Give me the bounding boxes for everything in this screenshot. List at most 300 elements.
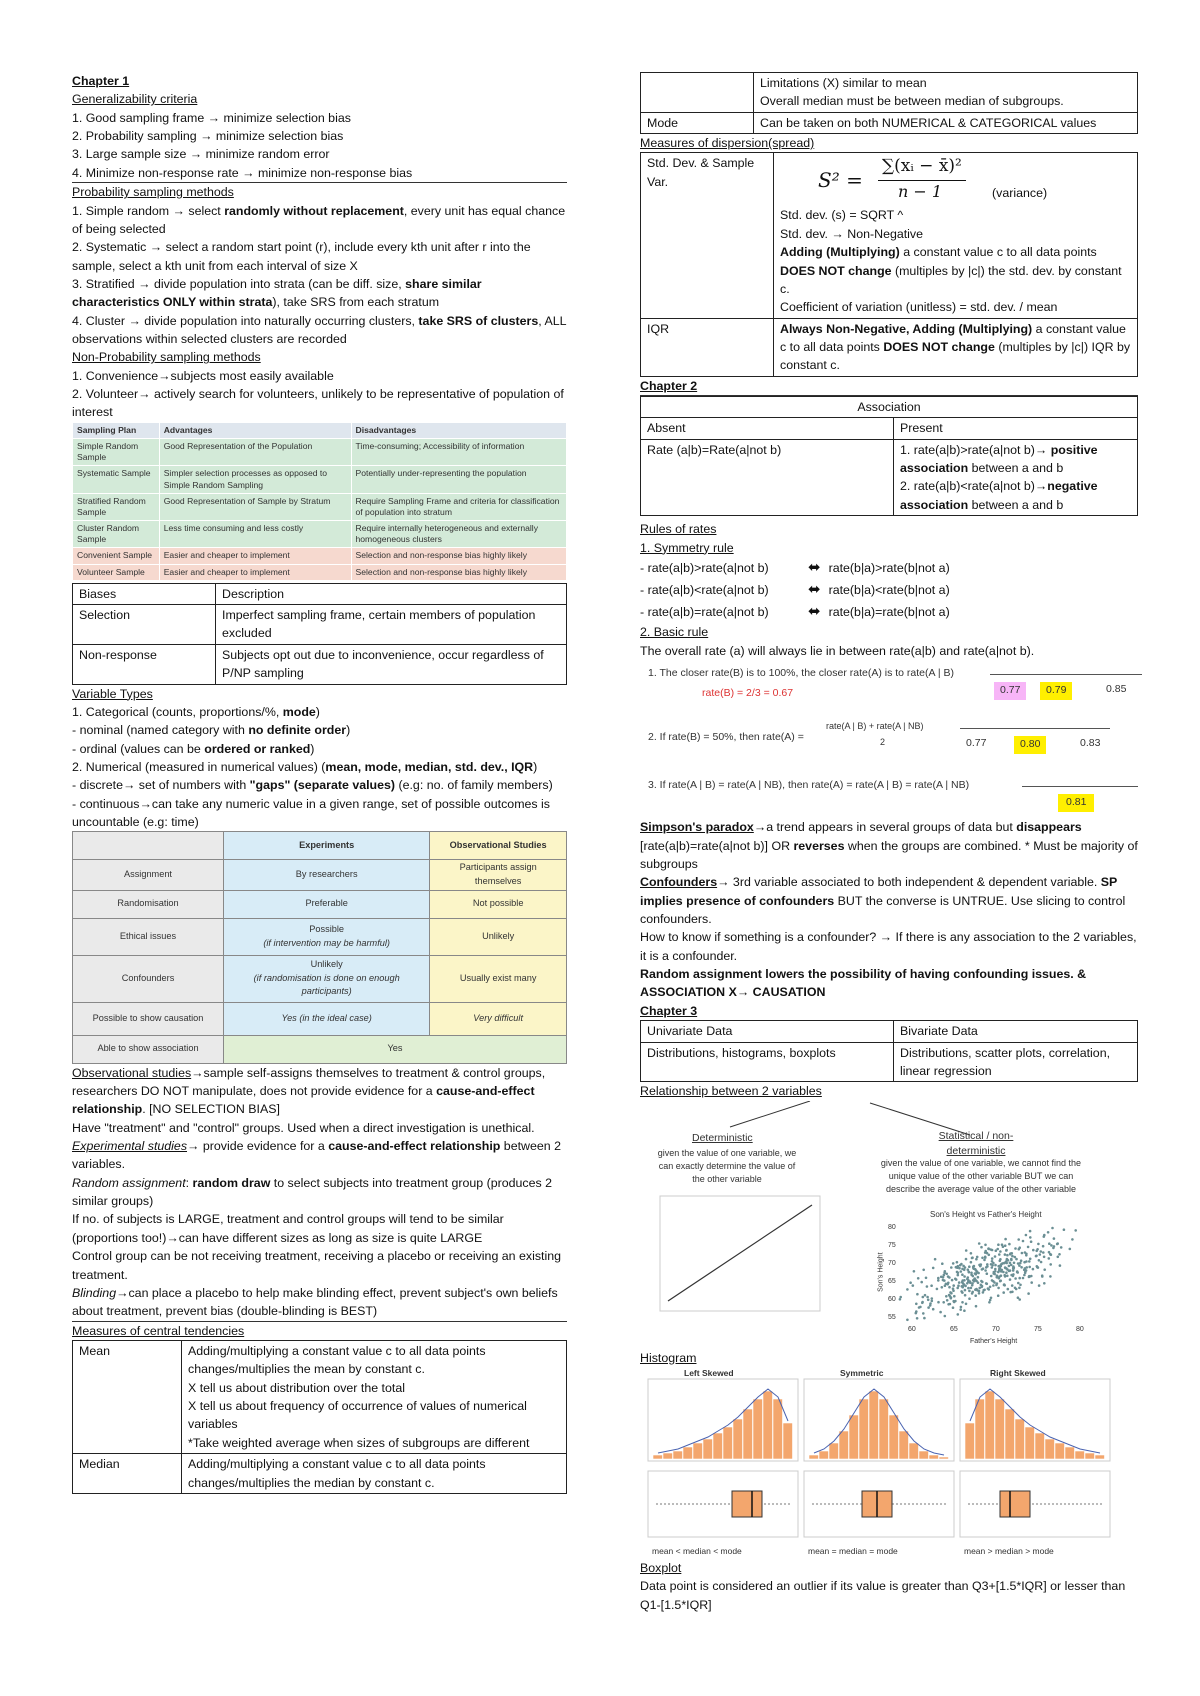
scatter-point xyxy=(981,1268,984,1271)
header-cell: Present xyxy=(894,418,1138,439)
boxplot-outlier-rule: Data point is considered an outlier if its value is greater than Q3+[1.5*IQR] or lesser than Q1-[1.5*IQR] xyxy=(640,1579,1126,1612)
cell: Confounders xyxy=(73,955,224,1002)
scatter-point xyxy=(984,1256,987,1259)
hist-bar xyxy=(1085,1453,1095,1459)
variance-formula xyxy=(780,154,1131,206)
scatter-point xyxy=(1017,1262,1020,1265)
scatter-point xyxy=(1029,1229,1032,1232)
scatter-point xyxy=(1049,1263,1052,1266)
scatter-point xyxy=(1042,1244,1045,1247)
scatter-point xyxy=(920,1280,923,1283)
formula-denominator: n − 1 xyxy=(898,182,943,202)
deterministic-desc: given the value of one variable, we can exactly determine the value of the other variable xyxy=(657,1147,797,1185)
scatter-xtick: 65 xyxy=(950,1325,958,1333)
cell: Can be taken on both NUMERICAL & CATEGORICAL values xyxy=(754,112,1138,133)
scatter-point xyxy=(1027,1245,1030,1248)
double-arrow-icon: ⬌ xyxy=(808,581,821,599)
cell: Preferable xyxy=(224,890,430,918)
scatter-point xyxy=(963,1275,966,1278)
scatter-point xyxy=(991,1260,994,1263)
scatter-point xyxy=(1000,1262,1003,1265)
scatter-point xyxy=(989,1285,992,1288)
prob-item-2: 2. Systematic → select a random start point (r), include every kth unit after r into the sample, select a kth unit from each interval of size X xyxy=(72,240,531,273)
scatter-point xyxy=(1036,1248,1039,1251)
scatter-point xyxy=(1009,1269,1012,1272)
scatter-point xyxy=(1037,1242,1040,1245)
mean-line-4: *Take weighted average when sizes of subgroups are different xyxy=(188,1435,530,1450)
scatter-point xyxy=(1013,1261,1016,1264)
scatter-point xyxy=(915,1311,918,1314)
scatter-xtick: 75 xyxy=(1034,1325,1042,1333)
rules-of-rates-title: Rules of rates xyxy=(640,522,717,537)
fig3-val: 0.81 xyxy=(1058,794,1094,812)
table-row xyxy=(73,466,567,493)
cell: Volunteer Sample xyxy=(73,564,160,580)
header-cell: Experiments xyxy=(224,832,430,860)
scatter-point xyxy=(1018,1246,1021,1249)
scatter-point xyxy=(1022,1276,1025,1279)
scatter-point xyxy=(1001,1243,1004,1246)
hist-bar xyxy=(909,1443,919,1459)
hist-bar xyxy=(703,1439,713,1459)
scatter-point xyxy=(1017,1238,1020,1241)
scatter-point xyxy=(923,1316,926,1319)
cell: Good Representation of the Population xyxy=(159,439,351,466)
table-row xyxy=(641,1042,1138,1082)
table-row xyxy=(641,439,1138,515)
scatter-point xyxy=(1012,1274,1015,1277)
header-cell xyxy=(73,832,224,860)
histogram-title: Histogram xyxy=(640,1350,697,1365)
cell: Participants assign themselves xyxy=(430,860,567,890)
scatter-point xyxy=(1058,1253,1061,1256)
scatter-point xyxy=(965,1257,968,1260)
hist-bar xyxy=(819,1451,829,1459)
scatter-point xyxy=(975,1257,978,1260)
hist-bar xyxy=(1025,1427,1035,1459)
scatter-ytick: 80 xyxy=(888,1223,896,1231)
scatter-point xyxy=(954,1277,957,1280)
hist-bar xyxy=(683,1447,693,1459)
scatter-point xyxy=(1011,1284,1014,1287)
cell: Stratified Random Sample xyxy=(73,493,160,520)
scatter-point xyxy=(906,1288,909,1291)
table-row xyxy=(641,153,1138,318)
fig2-val: 0.83 xyxy=(1080,737,1101,750)
mean-line-3: X tell us about frequency of occurrence of values of numerical variables xyxy=(188,1399,527,1432)
header-cell: Bivariate Data xyxy=(894,1021,1138,1042)
double-arrow-icon: ⬌ xyxy=(808,558,821,576)
scatter-point xyxy=(970,1252,973,1255)
scatter-point xyxy=(992,1284,995,1287)
cell: Distributions, scatter plots, correlation, linear regression xyxy=(894,1042,1138,1082)
scatter-point xyxy=(924,1293,927,1296)
scatter-point xyxy=(1014,1247,1017,1250)
scatter-point xyxy=(956,1270,959,1273)
hist-bar xyxy=(1055,1443,1065,1459)
cell: Less time consuming and less costly xyxy=(159,521,351,548)
scatter-point xyxy=(925,1276,928,1279)
table-row xyxy=(73,493,567,520)
scatter-point xyxy=(1003,1283,1006,1286)
fig2-val: 0.80 xyxy=(1014,736,1046,754)
scatter-point xyxy=(1006,1253,1009,1256)
table-row xyxy=(73,918,567,955)
table-row xyxy=(73,1341,567,1454)
table-row xyxy=(73,583,567,604)
basic-rule-text: The overall rate (a) will always lie in between rate(a|b) and rate(a|not b). xyxy=(640,643,1035,658)
fig2-text: 2. If rate(B) = 50%, then rate(A) = xyxy=(648,731,804,744)
table-row xyxy=(641,318,1138,376)
cell: Selection and non-response bias highly likely xyxy=(351,564,567,580)
cell: Median xyxy=(73,1454,182,1494)
cell: Easier and cheaper to implement xyxy=(159,564,351,580)
cell: Selection xyxy=(73,605,216,645)
formula-note: (variance) xyxy=(992,186,1048,201)
scatter-point xyxy=(971,1284,974,1287)
scatter-point xyxy=(1038,1259,1041,1262)
hist-bar xyxy=(849,1415,859,1459)
header-cell: Absent xyxy=(641,418,894,439)
scatter-point xyxy=(992,1272,995,1275)
cell: Adding/multiplying a constant value c to all data points changes/multiplies the median by constant c. xyxy=(182,1454,567,1494)
hist-bar xyxy=(1015,1419,1025,1459)
scatter-point xyxy=(1042,1251,1045,1254)
scatter-point xyxy=(984,1243,987,1246)
scatter-point xyxy=(1008,1242,1011,1245)
table-row xyxy=(73,521,567,548)
cell: Mode xyxy=(641,112,754,133)
header-cell: Disadvantages xyxy=(351,422,567,438)
hist-bar xyxy=(713,1433,723,1459)
fig1-val: 0.79 xyxy=(1040,682,1072,700)
scatter-point xyxy=(1048,1242,1051,1245)
scatter-point xyxy=(942,1278,945,1281)
cell xyxy=(182,1341,567,1454)
scatter-point xyxy=(1004,1237,1007,1240)
biases-table xyxy=(72,583,567,685)
median-mode-table xyxy=(640,72,1138,134)
scatter-point xyxy=(1028,1260,1031,1263)
scatter-point xyxy=(991,1248,994,1251)
scatter-point xyxy=(931,1299,934,1302)
histogram-bars xyxy=(648,1379,1110,1537)
scatter-point xyxy=(1011,1254,1014,1257)
cell: Systematic Sample xyxy=(73,466,160,493)
scatter-point xyxy=(988,1301,991,1304)
scatter-point xyxy=(1009,1261,1012,1264)
scatter-point xyxy=(912,1284,915,1287)
fig2-fraction-num: rate(A | B) + rate(A | NB) xyxy=(826,721,924,732)
scatter-xlabel: Father's Height xyxy=(970,1337,1018,1345)
fig3-text: 3. If rate(A | B) = rate(A | NB), then rate(A) = rate(A | B) = rate(A | NB) xyxy=(648,779,970,792)
scatter-point xyxy=(968,1270,971,1273)
scatter-point xyxy=(965,1302,968,1305)
hist-bar xyxy=(1065,1447,1075,1459)
var-item-2: - nominal (named category with no definite order) xyxy=(72,723,351,738)
gen-item-4: 4. Minimize non-response rate → minimize non-response bias xyxy=(72,164,567,183)
scatter-ylabel: Son's Height xyxy=(877,1252,885,1292)
hist-bar xyxy=(723,1427,733,1459)
scatter-point xyxy=(1028,1275,1031,1278)
scatter-point xyxy=(974,1272,977,1275)
sampling-table-header xyxy=(73,422,567,438)
gen-item-2: 2. Probability sampling → minimize selection bias xyxy=(72,129,344,144)
cell: Very difficult xyxy=(430,1002,567,1035)
fig2-val: 0.77 xyxy=(966,737,987,750)
scatter-point xyxy=(1006,1274,1009,1277)
table-row xyxy=(641,418,1138,439)
scatter-point xyxy=(952,1299,955,1302)
cell: Cluster Random Sample xyxy=(73,521,160,548)
scatter-point xyxy=(1057,1255,1060,1258)
cell: Able to show association xyxy=(73,1035,224,1063)
experimental-studies: Experimental studies→ provide evidence for a cause-and-effect relationship between 2 variables. xyxy=(72,1139,561,1172)
confounder-question: How to know if something is a confounder? → If there is any association to the 2 variables, it is a confounder. xyxy=(640,930,1137,963)
scatter-point xyxy=(1071,1238,1074,1241)
relationship-figure xyxy=(640,1101,1138,1349)
scatter-point xyxy=(1052,1246,1055,1249)
scatter-point xyxy=(944,1314,947,1317)
cell xyxy=(641,73,754,113)
scatter-point xyxy=(962,1282,965,1285)
control-group-note: Control group can be not receiving treatment, receiving a placebo or receiving an existing treatment. xyxy=(72,1249,562,1282)
statistical-desc: given the value of one variable, we cannot find the unique value of the other variable BUT we can describe the average value of the other variable xyxy=(880,1157,1082,1195)
scatter-point xyxy=(956,1260,959,1263)
scatter-point xyxy=(1023,1273,1026,1276)
confounders: Confounders→ 3rd variable associated to both independent & dependent variable. SP implies presence of confounders BUT the converse is UNTRUE. Use slicing to control confounders. xyxy=(640,875,1126,926)
scatter-point xyxy=(979,1264,982,1267)
scatter-point xyxy=(952,1262,955,1265)
scatter-point xyxy=(1051,1226,1054,1229)
scatter-point xyxy=(1017,1296,1020,1299)
scatter-point xyxy=(1039,1253,1042,1256)
hist-bar xyxy=(1095,1455,1105,1459)
std-line-2: Std. dev. → Non-Negative xyxy=(780,226,924,241)
cell: Easier and cheaper to implement xyxy=(159,548,351,564)
scatter-point xyxy=(1005,1271,1008,1274)
std-line-4: Coefficient of variation (unitless) = std. dev. / mean xyxy=(780,300,1058,315)
large-subjects-note: If no. of subjects is LARGE, treatment and control groups will tend to be similar (proportions too!)→can have different sizes as long as size is quite LARGE xyxy=(72,1212,504,1245)
hist-label: Symmetric xyxy=(840,1367,884,1378)
scatter-point xyxy=(1010,1258,1013,1261)
scatter-point xyxy=(1020,1266,1023,1269)
scatter-point xyxy=(975,1304,978,1307)
association-table xyxy=(640,396,1138,516)
header-cell: Biases xyxy=(73,583,216,604)
scatter-point xyxy=(978,1242,981,1245)
scatter-point xyxy=(961,1273,964,1276)
scatter-point xyxy=(952,1306,955,1309)
cell-text: Unlikely xyxy=(310,959,343,970)
dispersion-table xyxy=(640,152,1138,376)
right-column xyxy=(640,72,1138,1614)
scatter-ytick: 65 xyxy=(888,1277,896,1285)
scatter-point xyxy=(946,1299,949,1302)
scatter-point xyxy=(1030,1240,1033,1243)
symmetry-row: - rate(a|b)<rate(a|not b) ⬌ rate(b|a)<rate(b|not a) xyxy=(640,581,950,599)
scatter-point xyxy=(963,1279,966,1282)
hist-bar xyxy=(693,1443,703,1459)
scatter-point xyxy=(977,1275,980,1278)
scatter-point xyxy=(957,1273,960,1276)
scatter-point xyxy=(972,1266,975,1269)
chapter-2-title: Chapter 2 xyxy=(640,377,1138,396)
table-row xyxy=(73,605,567,645)
scatter-point xyxy=(1005,1249,1008,1252)
variable-types-title: Variable Types xyxy=(72,686,153,701)
scatter-point xyxy=(978,1292,981,1295)
scatter-ytick: 55 xyxy=(888,1313,896,1321)
scatter-title: Son's Height vs Father's Height xyxy=(930,1209,1042,1219)
random-assignment-note: Random assignment lowers the possibility of having confounding issues. & ASSOCIATION X→ CAUSATION xyxy=(640,967,1087,1000)
cell: Convenient Sample xyxy=(73,548,160,564)
scatter-point xyxy=(985,1282,988,1285)
sampling-plan-table xyxy=(72,422,567,581)
scatter-point xyxy=(1043,1235,1046,1238)
cell: Distributions, histograms, boxplots xyxy=(641,1042,894,1082)
table-row xyxy=(641,112,1138,133)
scatter-point xyxy=(939,1310,942,1313)
nonprob-item-1: 1. Convenience→subjects most easily available xyxy=(72,368,334,383)
scatter-point xyxy=(960,1262,963,1265)
mean-line-2: X tell us about distribution over the total xyxy=(188,1380,405,1395)
scatter-point xyxy=(937,1276,940,1279)
scatter-point xyxy=(949,1302,952,1305)
scatter-point xyxy=(982,1291,985,1294)
median-line: Limitations (X) similar to mean xyxy=(760,76,927,90)
scatter-point xyxy=(1053,1237,1056,1240)
scatter-point xyxy=(980,1245,983,1248)
nonprob-title: Non-Probability sampling methods xyxy=(72,350,261,365)
boxplot-box xyxy=(1000,1491,1030,1517)
table-row xyxy=(73,955,567,1002)
cell: Require internally heterogeneous and externally homogeneous clusters xyxy=(351,521,567,548)
scatter-point xyxy=(1047,1231,1050,1234)
scatter-point xyxy=(1025,1233,1028,1236)
scatter-point xyxy=(937,1300,940,1303)
scatter-point xyxy=(917,1277,920,1280)
histogram-svg xyxy=(640,1367,1138,1559)
scatter-point xyxy=(1016,1270,1019,1273)
cell: Assignment xyxy=(73,860,224,890)
symmetry-row: - rate(a|b)=rate(a|not b) ⬌ rate(b|a)=rate(b|not a) xyxy=(640,603,950,621)
hist-bar xyxy=(939,1457,949,1459)
hist-bar xyxy=(995,1399,1005,1459)
hist-label: Right Skewed xyxy=(990,1367,1046,1378)
scatter-point xyxy=(957,1313,960,1316)
scatter-point xyxy=(926,1295,929,1298)
hist-bar xyxy=(859,1399,869,1459)
scatter-point xyxy=(991,1266,994,1269)
scatter-point xyxy=(918,1306,921,1309)
scatter-point xyxy=(970,1271,973,1274)
scatter-point xyxy=(974,1278,977,1281)
scatter-point xyxy=(1029,1236,1032,1239)
scatter-point xyxy=(949,1294,952,1297)
hist-bar xyxy=(975,1399,985,1459)
scatter-point xyxy=(1063,1228,1066,1231)
symmetry-row: - rate(a|b)>rate(a|not b) ⬌ rate(b|a)>rate(b|not a) xyxy=(640,558,950,576)
scatter-point xyxy=(1020,1259,1023,1262)
simpsons-paradox: Simpson's paradox→a trend appears in several groups of data but disappears [rate(a|b)=rate(a|not b)] OR reverses when the groups are combined. * Must be majority of subgroups xyxy=(640,820,1138,871)
scatter-point xyxy=(942,1276,945,1279)
scatter-point xyxy=(1021,1251,1024,1254)
scatter-ytick: 60 xyxy=(888,1295,896,1303)
hist-bar xyxy=(663,1453,673,1459)
cell: Potentially under-representing the population xyxy=(351,466,567,493)
experiment-vs-observational-table xyxy=(72,831,567,1063)
scatter-point xyxy=(916,1292,919,1295)
std-line-1: Std. dev. (s) = SQRT ^ xyxy=(780,208,904,223)
hist-bar xyxy=(985,1391,995,1459)
scatter-point xyxy=(927,1298,930,1301)
scatter-point xyxy=(1040,1260,1043,1263)
scatter-point xyxy=(997,1286,1000,1289)
cell: IQR xyxy=(641,318,774,376)
table-row xyxy=(73,439,567,466)
basic-rule-title: 2. Basic rule xyxy=(640,625,709,640)
rate-figures xyxy=(640,660,1138,818)
fig1-val: 0.85 xyxy=(1106,683,1127,696)
scatter-point xyxy=(998,1269,1001,1272)
cell: Not possible xyxy=(430,890,567,918)
scatter-point xyxy=(1014,1286,1017,1289)
scatter-point xyxy=(1025,1254,1028,1257)
cell: Rate (a|b)=Rate(a|not b) xyxy=(641,439,894,515)
scatter-point xyxy=(990,1263,993,1266)
median-line: Overall median must be between median of subgroups. xyxy=(760,94,1064,109)
scatter-point xyxy=(971,1256,974,1259)
scatter-point xyxy=(1009,1290,1012,1293)
cell: Usually exist many xyxy=(430,955,567,1002)
scatter-point xyxy=(964,1293,967,1296)
scatter-point xyxy=(978,1286,981,1289)
hist-bar xyxy=(783,1423,793,1459)
scatter-point xyxy=(967,1268,970,1271)
symmetry-rule-title: 1. Symmetry rule xyxy=(640,540,734,555)
scatter-point xyxy=(987,1247,990,1250)
scatter-point xyxy=(986,1272,989,1275)
scatter-point xyxy=(934,1257,937,1260)
scatter-point xyxy=(1014,1277,1017,1280)
cell xyxy=(224,955,430,1002)
scatter-point xyxy=(990,1274,993,1277)
formula-lhs: S² = xyxy=(818,168,863,193)
scatter-point xyxy=(964,1288,967,1291)
prob-item-4: 4. Cluster → divide population into naturally occurring clusters, take SRS of clusters, ALL observations within selected clusters are recorded xyxy=(72,313,567,347)
cell: Subjects opt out due to inconvenience, occur regardless of P/NP sampling xyxy=(216,644,567,684)
hist-bar xyxy=(1075,1451,1085,1459)
scatter-point xyxy=(980,1279,983,1282)
hist-bar xyxy=(829,1443,839,1459)
positive-association: 1. rate(a|b)>rate(a|not b)→ positive association between a and b xyxy=(900,442,1098,476)
header-cell: Description xyxy=(216,583,567,604)
hist-bar xyxy=(733,1419,743,1459)
scatter-point xyxy=(983,1258,986,1261)
scatter-point xyxy=(986,1265,989,1268)
scatter-point xyxy=(1019,1283,1022,1286)
scatter-point xyxy=(1050,1244,1053,1247)
scatter-point xyxy=(953,1294,956,1297)
scatter-point xyxy=(1005,1267,1008,1270)
mean-line-1: Adding/multiplying a constant value c to all data points changes/multiplies the mean by constant c. xyxy=(188,1344,486,1377)
scatter-point xyxy=(943,1271,946,1274)
left-column xyxy=(72,72,567,1494)
cell xyxy=(224,918,430,955)
cell: Unlikely xyxy=(430,918,567,955)
scatter-point xyxy=(949,1291,952,1294)
